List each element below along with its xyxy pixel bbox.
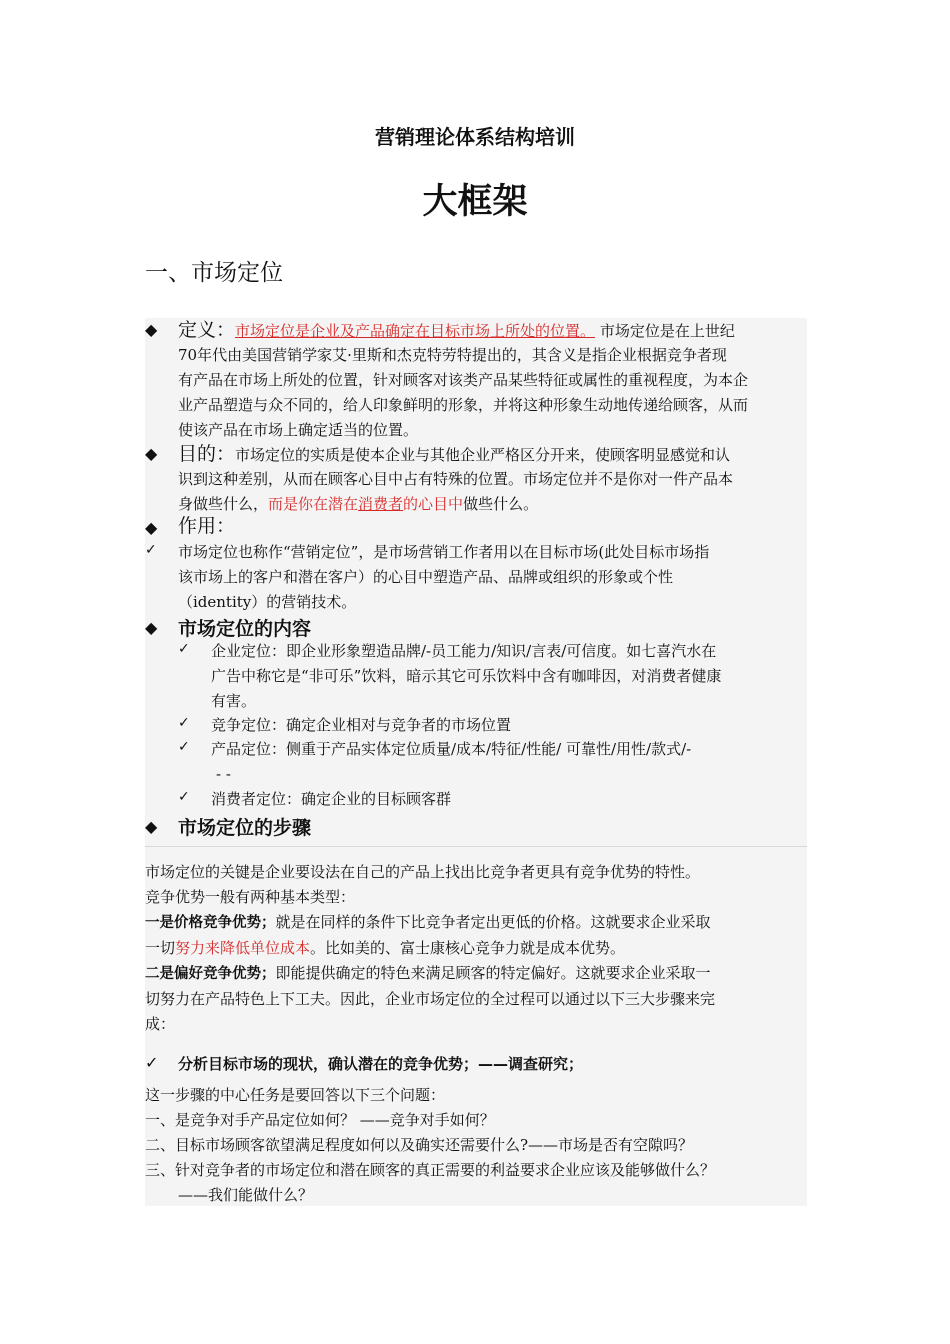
steps-text: 就是在同样的条件下比竞争者定出更低的价格。这就要求企业采取 (275, 913, 711, 931)
content-item (211, 737, 808, 787)
steps-paragraph: 切努力在产品特色上下工夫。因此，企业市场定位的全过程可以通过以下三大步骤来完 (145, 990, 716, 1008)
cost-highlight: 努力来降低单位成本 (175, 939, 311, 957)
role-body (178, 540, 808, 615)
question-item: 一、是竞争对手产品定位如何？ ——竞争对手如何？ (145, 1111, 495, 1129)
steps-text: 一切 (145, 939, 176, 957)
doc-subtitle: 营销理论体系结构培训 (375, 125, 575, 149)
check-icon: ✓ (178, 641, 190, 657)
content-item (211, 713, 808, 738)
content-heading: 市场定位的内容 (178, 618, 312, 640)
preference-advantage-label: 二是偏好竞争优势； (145, 966, 276, 982)
divider (145, 846, 807, 847)
definition-label: 定义： (178, 319, 236, 341)
diamond-bullet-icon: ◆ (145, 320, 158, 339)
definition-text: 市场定位是在上世纪 (599, 322, 735, 340)
check-icon: ✓ (145, 1053, 159, 1072)
check-icon: ✓ (145, 542, 157, 558)
content-item (211, 787, 808, 812)
purpose-highlight-underlined: 消费者 (358, 495, 404, 513)
role-line: 该市场上的客户和潜在客户）的心目中塑造产品、品牌或组织的形象或个性 (178, 568, 674, 586)
question-item: 二、目标市场顾客欲望满足程度如何以及确实还需要什么?——市场是否有空隙吗？ (145, 1136, 694, 1154)
role-line: （identity）的营销技术。 (178, 593, 357, 611)
content-line: 产品定位：侧重于产品实体定位质量/成本/特征/性能/ 可靠性/用性/款式/- (211, 740, 692, 758)
content-line: 企业定位：即企业形象塑造品牌/-员工能力/知识/言表/可信度。如七喜汽水在 (211, 642, 717, 660)
definition-line: 业产品塑造与众不同的，给人印象鲜明的形象，并将这种形象生动地传递给顾客，从而 (178, 396, 749, 414)
purpose-highlight: 而是你在潜在 (268, 495, 359, 513)
check-icon: ✓ (178, 739, 190, 755)
steps-paragraph: 竞争优势一般有两种基本类型： (145, 888, 356, 906)
definition-line: 有产品在市场上所处的位置，针对顾客对该类产品某些特征或属性的重视程度，为本企 (178, 371, 749, 389)
purpose-line-1 (178, 442, 808, 468)
steps-paragraph: 成： (145, 1015, 176, 1033)
price-advantage-label: 一是价格竞争优势； (145, 915, 276, 931)
diamond-bullet-icon: ◆ (145, 618, 158, 637)
purpose-text: 市场定位的实质是使本企业与其他企业严格区分开来，使顾客明显感觉和认 (235, 446, 731, 464)
content-line: 消费者定位：确定企业的目标顾客群 (211, 790, 452, 808)
content-line: 竞争定位：确定企业相对与竞争者的市场位置 (211, 716, 512, 734)
purpose-text: 做些什么。 (463, 495, 539, 513)
definition-line: 使该产品在市场上确定适当的位置。 (178, 421, 419, 439)
questions-intro: 这一步骤的中心任务是要回答以下三个问题： (145, 1086, 446, 1104)
steps-heading: 市场定位的步骤 (178, 817, 312, 839)
diamond-bullet-icon: ◆ (145, 444, 158, 463)
check-icon: ✓ (178, 789, 190, 805)
definition-line: 70年代由美国营销学家艾·里斯和杰克特劳特提出的，其含义是指企业根据竞争者现 (178, 346, 727, 364)
purpose-text: 身做些什么， (178, 495, 269, 513)
diamond-bullet-icon: ◆ (145, 518, 158, 537)
definition-highlight: 市场定位是企业及产品确定在目标市场上所处的位置。 (235, 322, 596, 340)
price-advantage-line (145, 910, 807, 936)
purpose-highlight: 的心目中 (403, 495, 464, 513)
check-icon: ✓ (178, 715, 190, 731)
steps-text: 即能提供确定的特色来满足顾客的特定偏好。这就要求企业采取一 (275, 964, 711, 982)
diamond-bullet-icon: ◆ (145, 817, 158, 836)
content-item (211, 639, 808, 714)
preference-advantage-line (145, 961, 807, 987)
purpose-line-2: 识到这种差别，从而在顾客心目中占有特殊的位置。市场定位并不是你对一件产品本 (178, 470, 734, 488)
purpose-label: 目的： (178, 443, 236, 465)
steps-body (145, 860, 807, 1037)
role-line: 市场定位也称作“营销定位”，是市场营销工作者用以在目标市场(此处目标市场指 (178, 543, 710, 561)
step-one: 分析目标市场的现状，确认潜在的竞争优势；——调查研究； (178, 1055, 584, 1073)
question-item: ——我们能做什么？ (178, 1186, 314, 1204)
questions-block (145, 1083, 807, 1208)
content-line: 有害。 (211, 692, 257, 710)
steps-paragraph: 市场定位的关键是企业要设法在自己的产品上找出比竞争者更具有竞争优势的特性。 (145, 863, 701, 881)
price-advantage-line (145, 936, 807, 961)
content-line: 广告中称它是“非可乐”饮料，暗示其它可乐饮料中含有咖啡因，对消费者健康 (211, 667, 722, 685)
doc-title: 大框架 (422, 182, 528, 222)
definition-body (178, 343, 808, 443)
content-line: - - (216, 765, 231, 783)
steps-text: 。比如美的、富士康核心竞争力就是成本优势。 (310, 939, 626, 957)
purpose-line-3 (178, 492, 808, 517)
section-heading: 一、市场定位 (145, 260, 283, 286)
role-label: 作用： (178, 515, 236, 537)
question-item: 三、针对竞争者的市场定位和潜在顾客的真正需要的利益要求企业应该及能够做什么？ (145, 1161, 716, 1179)
definition-line-1 (178, 318, 808, 344)
